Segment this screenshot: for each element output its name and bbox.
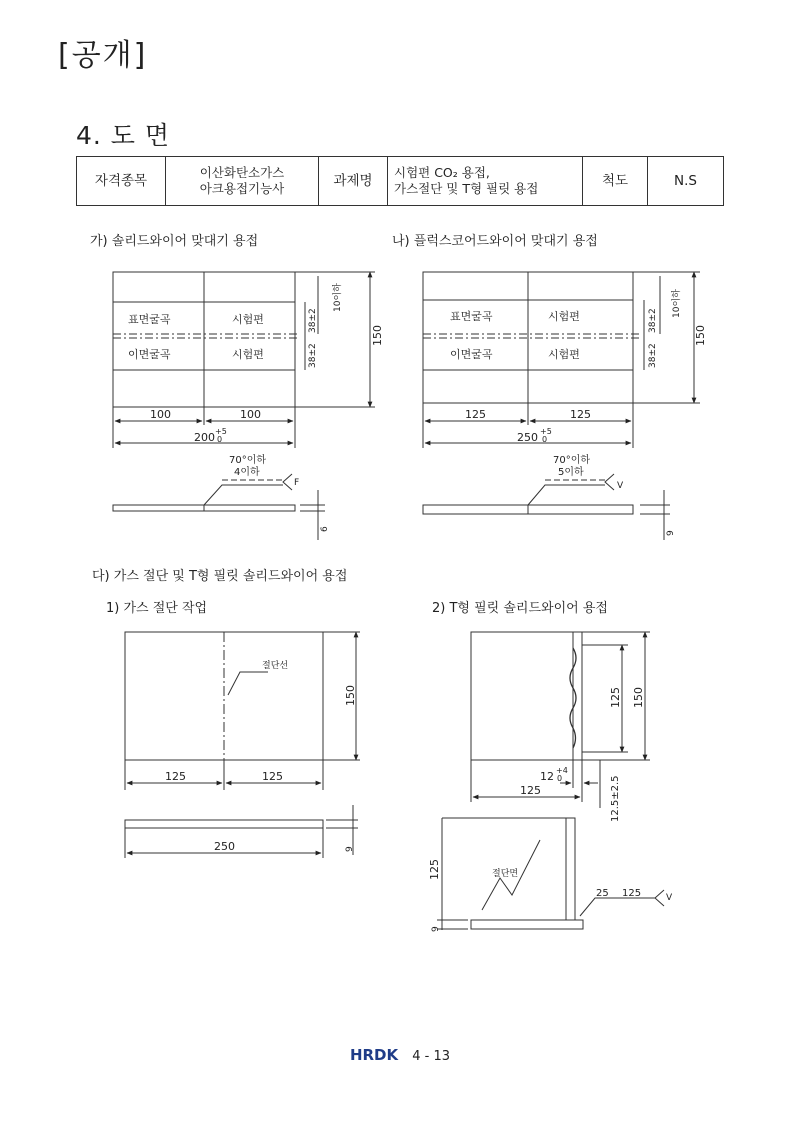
b-dim-38-top: 38±2 xyxy=(648,308,658,333)
c2-dim-125c: 12.5±2.5 xyxy=(610,775,621,822)
section-title: 4. 도 면 xyxy=(76,121,171,150)
section-c-sub2: 2) T형 필릿 솔리드와이어 용접 xyxy=(432,601,608,616)
a-dim-total: 200 xyxy=(194,431,215,444)
a-symbol: F xyxy=(294,478,300,488)
scale-value: N.S xyxy=(648,157,724,206)
a-specimen-top: 시험편 xyxy=(232,313,264,326)
task-line1: 시험편 CO₂ 용접, xyxy=(394,165,490,180)
c1-dim-150: 150 xyxy=(344,685,357,706)
task-label: 과제명 xyxy=(319,157,388,206)
c2-cut-face: 절단면 xyxy=(492,869,519,879)
a-gap: 4이하 xyxy=(234,467,260,478)
c1-dim-125a: 125 xyxy=(165,770,186,783)
a-dim-100a: 100 xyxy=(150,408,171,421)
c2-dim-125: 125 xyxy=(609,687,622,708)
a-specimen-bot: 시험편 xyxy=(232,348,264,361)
a-tol-up: +5 xyxy=(215,427,227,436)
section-a-title: 가) 솔리드와이어 맞대기 용접 xyxy=(90,234,259,249)
b-dim-10: 10이하 xyxy=(672,289,682,318)
a-dim-38-bot: 38±2 xyxy=(308,343,318,368)
a-dim-38-top: 38±2 xyxy=(308,308,318,333)
b-dim-125a: 125 xyxy=(465,408,486,421)
b-specimen-top: 시험편 xyxy=(548,310,580,323)
b-dim-total: 250 xyxy=(517,431,538,444)
section-c-sub1: 1) 가스 절단 작업 xyxy=(106,601,208,616)
c2-side-125: 125 xyxy=(428,859,441,880)
page-footer xyxy=(0,1046,800,1064)
scale-label: 척도 xyxy=(583,157,648,206)
c2-dim-125b: 125 xyxy=(520,784,541,797)
b-tol-up: +5 xyxy=(540,427,552,436)
c1-dim-125b: 125 xyxy=(262,770,283,783)
type-line1: 이산화탄소가스 xyxy=(199,165,285,180)
c2-dim-150: 150 xyxy=(632,687,645,708)
section-b-title: 나) 플럭스코어드와이어 맞대기 용접 xyxy=(392,234,598,249)
c2-thick: 9 xyxy=(431,926,441,932)
page-number: 4 - 13 xyxy=(412,1049,451,1064)
b-thick: 9 xyxy=(666,530,676,536)
a-tol-dn: 0 xyxy=(217,435,223,444)
c2-weld-25: 25 xyxy=(596,888,609,899)
b-dim-125b: 125 xyxy=(570,408,591,421)
b-angle: 70°이하 xyxy=(553,455,591,466)
c2-tol-dn: 0 xyxy=(557,774,563,783)
disclosure-stamp: [공개] xyxy=(58,38,148,73)
a-angle: 70°이하 xyxy=(229,455,267,466)
c1-dim-250: 250 xyxy=(214,840,235,853)
b-gap: 5이하 xyxy=(558,467,584,478)
section-c1-drawing xyxy=(125,632,360,858)
a-dim-100b: 100 xyxy=(240,408,261,421)
c2-weld-symbol: V xyxy=(666,893,673,903)
task-line2: 가스절단 및 T형 필릿 용접 xyxy=(394,181,539,196)
a-dim-150: 150 xyxy=(371,325,384,346)
c1-thick: 9 xyxy=(345,846,355,852)
c2-weld-125: 125 xyxy=(622,888,642,899)
a-face-bend: 표면굴곡 xyxy=(128,313,171,326)
b-dim-150: 150 xyxy=(694,325,707,346)
b-dim-38-bot: 38±2 xyxy=(648,343,658,368)
c2-dim-12: 12 xyxy=(540,770,554,783)
c2-tol-up: +4 xyxy=(556,766,568,775)
a-root-bend: 이면굴곡 xyxy=(128,348,171,361)
b-specimen-bot: 시험편 xyxy=(548,348,580,361)
type-label: 자격종목 xyxy=(77,157,166,206)
c1-cut-line: 절단선 xyxy=(262,661,289,671)
b-tol-dn: 0 xyxy=(542,435,548,444)
b-face-bend: 표면굴곡 xyxy=(450,310,493,323)
section-c-title: 다) 가스 절단 및 T형 필릿 솔리드와이어 용접 xyxy=(92,569,348,584)
type-line2: 아크용접기능사 xyxy=(199,181,285,196)
hrdk-logo: HRDK xyxy=(349,1046,399,1064)
a-thick: 6 xyxy=(320,526,330,532)
a-dim-10: 10이하 xyxy=(333,283,343,312)
b-symbol: V xyxy=(617,481,624,491)
b-root-bend: 이면굴곡 xyxy=(450,348,493,361)
